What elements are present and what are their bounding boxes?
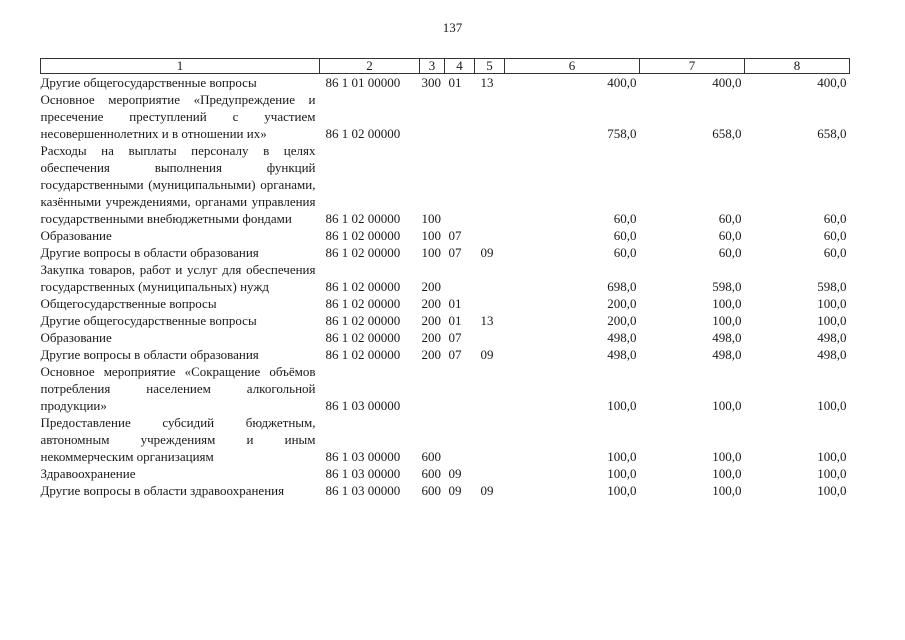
row-amount-col7: 100,0 bbox=[712, 483, 742, 498]
row-name: Образование bbox=[40, 330, 112, 345]
row-amount-col6: 200,0 bbox=[607, 296, 637, 311]
row-section: 01 bbox=[448, 296, 462, 311]
row-code: 86 1 02 00000 bbox=[325, 245, 401, 260]
row-amount-col6: 100,0 bbox=[607, 483, 637, 498]
table-row bbox=[41, 346, 850, 363]
row-amount-col7: 100,0 bbox=[712, 313, 742, 328]
row-expense-type: 200 bbox=[421, 347, 441, 362]
row-section: 01 bbox=[448, 313, 462, 328]
row-section bbox=[445, 91, 475, 142]
row-code: 86 1 02 00000 bbox=[325, 330, 401, 345]
row-code: 86 1 01 00000 bbox=[325, 75, 401, 90]
column-header: 6 bbox=[505, 59, 640, 74]
row-amount-col8: 60,0 bbox=[823, 211, 847, 226]
table-body bbox=[41, 74, 850, 500]
row-amount-col7: 100,0 bbox=[712, 296, 742, 311]
budget-table bbox=[40, 58, 850, 499]
column-header: 2 bbox=[320, 59, 420, 74]
row-amount-col8: 60,0 bbox=[823, 245, 847, 260]
row-amount-col8: 100,0 bbox=[817, 398, 847, 413]
row-name: Закупка товаров, работ и услуг для обеспечения государственных (муниципальных) нужд bbox=[40, 262, 316, 294]
row-name: Образование bbox=[40, 228, 112, 243]
row-amount-col8: 400,0 bbox=[817, 75, 847, 90]
row-section bbox=[445, 363, 475, 414]
row-name: Расходы на выплаты персоналу в целях обеспечения выполнения функций государственными (муниципальными) органами, казёнными учреждениями, органами управления государственными внебюджетными фондами bbox=[40, 143, 316, 226]
row-section: 01 bbox=[448, 75, 462, 90]
table-row bbox=[41, 227, 850, 244]
row-name: Другие вопросы в области образования bbox=[40, 347, 259, 362]
row-expense-type: 600 bbox=[421, 466, 441, 481]
table-row bbox=[41, 244, 850, 261]
row-expense-type: 200 bbox=[421, 330, 441, 345]
row-subsection: 13 bbox=[480, 75, 494, 90]
page-number: 137 bbox=[442, 20, 463, 35]
row-amount-col6: 400,0 bbox=[607, 75, 637, 90]
row-amount-col6: 498,0 bbox=[607, 330, 637, 345]
row-subsection bbox=[475, 465, 505, 482]
row-amount-col8: 100,0 bbox=[817, 449, 847, 464]
row-expense-type: 600 bbox=[421, 449, 441, 464]
row-section: 09 bbox=[448, 466, 462, 481]
table-row bbox=[41, 482, 850, 499]
row-amount-col8: 498,0 bbox=[817, 330, 847, 345]
row-code: 86 1 02 00000 bbox=[325, 228, 401, 243]
row-amount-col8: 100,0 bbox=[817, 296, 847, 311]
row-code: 86 1 02 00000 bbox=[325, 126, 401, 141]
row-section bbox=[445, 414, 475, 465]
row-code: 86 1 03 00000 bbox=[325, 449, 401, 464]
row-subsection bbox=[475, 91, 505, 142]
row-name: Предоставление субсидий бюджетным, автономным учреждениям и иным некоммерческим организациям bbox=[40, 415, 316, 464]
row-amount-col6: 698,0 bbox=[607, 279, 637, 294]
row-expense-type: 200 bbox=[421, 296, 441, 311]
row-section bbox=[445, 261, 475, 295]
row-amount-col7: 60,0 bbox=[718, 228, 742, 243]
row-amount-col7: 60,0 bbox=[718, 245, 742, 260]
row-amount-col6: 498,0 bbox=[607, 347, 637, 362]
row-code: 86 1 03 00000 bbox=[325, 483, 401, 498]
row-expense-type bbox=[420, 363, 445, 414]
table-row bbox=[41, 465, 850, 482]
column-header: 5 bbox=[475, 59, 505, 74]
row-section: 07 bbox=[448, 228, 462, 243]
row-amount-col7: 60,0 bbox=[718, 211, 742, 226]
row-subsection bbox=[475, 295, 505, 312]
row-name: Другие общегосударственные вопросы bbox=[40, 75, 257, 90]
row-amount-col8: 658,0 bbox=[817, 126, 847, 141]
row-amount-col7: 100,0 bbox=[712, 449, 742, 464]
row-amount-col6: 100,0 bbox=[607, 466, 637, 481]
row-amount-col6: 60,0 bbox=[613, 211, 637, 226]
table-row bbox=[41, 142, 850, 227]
row-section: 07 bbox=[448, 330, 462, 345]
row-section: 09 bbox=[448, 483, 462, 498]
row-code: 86 1 02 00000 bbox=[325, 347, 401, 362]
row-amount-col7: 498,0 bbox=[712, 330, 742, 345]
row-subsection bbox=[475, 414, 505, 465]
table-row bbox=[41, 295, 850, 312]
table-row bbox=[41, 414, 850, 465]
row-expense-type: 100 bbox=[421, 211, 441, 226]
row-amount-col6: 758,0 bbox=[607, 126, 637, 141]
row-subsection bbox=[475, 142, 505, 227]
row-expense-type: 600 bbox=[421, 483, 441, 498]
row-subsection bbox=[475, 329, 505, 346]
row-amount-col7: 100,0 bbox=[712, 466, 742, 481]
row-section: 07 bbox=[448, 347, 462, 362]
row-amount-col6: 100,0 bbox=[607, 398, 637, 413]
row-amount-col7: 100,0 bbox=[712, 398, 742, 413]
row-amount-col8: 498,0 bbox=[817, 347, 847, 362]
column-header: 8 bbox=[745, 59, 850, 74]
row-code: 86 1 02 00000 bbox=[325, 296, 401, 311]
column-header: 7 bbox=[640, 59, 745, 74]
table-row bbox=[41, 261, 850, 295]
row-amount-col8: 60,0 bbox=[823, 228, 847, 243]
row-subsection bbox=[475, 261, 505, 295]
row-amount-col8: 100,0 bbox=[817, 483, 847, 498]
row-amount-col6: 60,0 bbox=[613, 245, 637, 260]
column-header: 4 bbox=[445, 59, 475, 74]
row-section bbox=[445, 142, 475, 227]
table-row bbox=[41, 363, 850, 414]
row-subsection bbox=[475, 227, 505, 244]
column-header: 1 bbox=[41, 59, 320, 74]
row-name: Другие общегосударственные вопросы bbox=[40, 313, 257, 328]
row-code: 86 1 02 00000 bbox=[325, 313, 401, 328]
row-amount-col6: 100,0 bbox=[607, 449, 637, 464]
row-subsection: 13 bbox=[480, 313, 494, 328]
row-code: 86 1 02 00000 bbox=[325, 279, 401, 294]
row-amount-col7: 658,0 bbox=[712, 126, 742, 141]
table-row bbox=[41, 74, 850, 92]
row-name: Общегосударственные вопросы bbox=[40, 296, 217, 311]
row-section: 07 bbox=[448, 245, 462, 260]
row-expense-type: 100 bbox=[421, 228, 441, 243]
row-expense-type bbox=[420, 91, 445, 142]
row-code: 86 1 03 00000 bbox=[325, 398, 401, 413]
row-amount-col7: 400,0 bbox=[712, 75, 742, 90]
row-expense-type: 200 bbox=[421, 313, 441, 328]
row-name: Другие вопросы в области образования bbox=[40, 245, 259, 260]
row-amount-col8: 100,0 bbox=[817, 466, 847, 481]
row-code: 86 1 02 00000 bbox=[325, 211, 401, 226]
row-amount-col8: 100,0 bbox=[817, 313, 847, 328]
row-amount-col7: 598,0 bbox=[712, 279, 742, 294]
row-expense-type: 100 bbox=[421, 245, 441, 260]
row-expense-type: 200 bbox=[421, 279, 441, 294]
row-amount-col6: 60,0 bbox=[613, 228, 637, 243]
row-expense-type: 300 bbox=[421, 75, 441, 90]
row-name: Основное мероприятие «Сокращение объёмов потребления населением алкогольной продукции» bbox=[40, 364, 316, 413]
row-subsection: 09 bbox=[480, 483, 494, 498]
row-name: Основное мероприятие «Предупреждение и пресечение преступлений с участием несовершеннолетних и в отношении их» bbox=[40, 92, 316, 141]
table-row bbox=[41, 312, 850, 329]
row-name: Другие вопросы в области здравоохранения bbox=[40, 483, 285, 498]
column-header: 3 bbox=[420, 59, 445, 74]
row-subsection: 09 bbox=[480, 347, 494, 362]
row-subsection bbox=[475, 363, 505, 414]
table-row bbox=[41, 91, 850, 142]
row-amount-col7: 498,0 bbox=[712, 347, 742, 362]
table-row bbox=[41, 329, 850, 346]
row-subsection: 09 bbox=[480, 245, 494, 260]
row-code: 86 1 03 00000 bbox=[325, 466, 401, 481]
row-amount-col6: 200,0 bbox=[607, 313, 637, 328]
row-name: Здравоохранение bbox=[40, 466, 136, 481]
header-row bbox=[41, 59, 850, 74]
row-amount-col8: 598,0 bbox=[817, 279, 847, 294]
